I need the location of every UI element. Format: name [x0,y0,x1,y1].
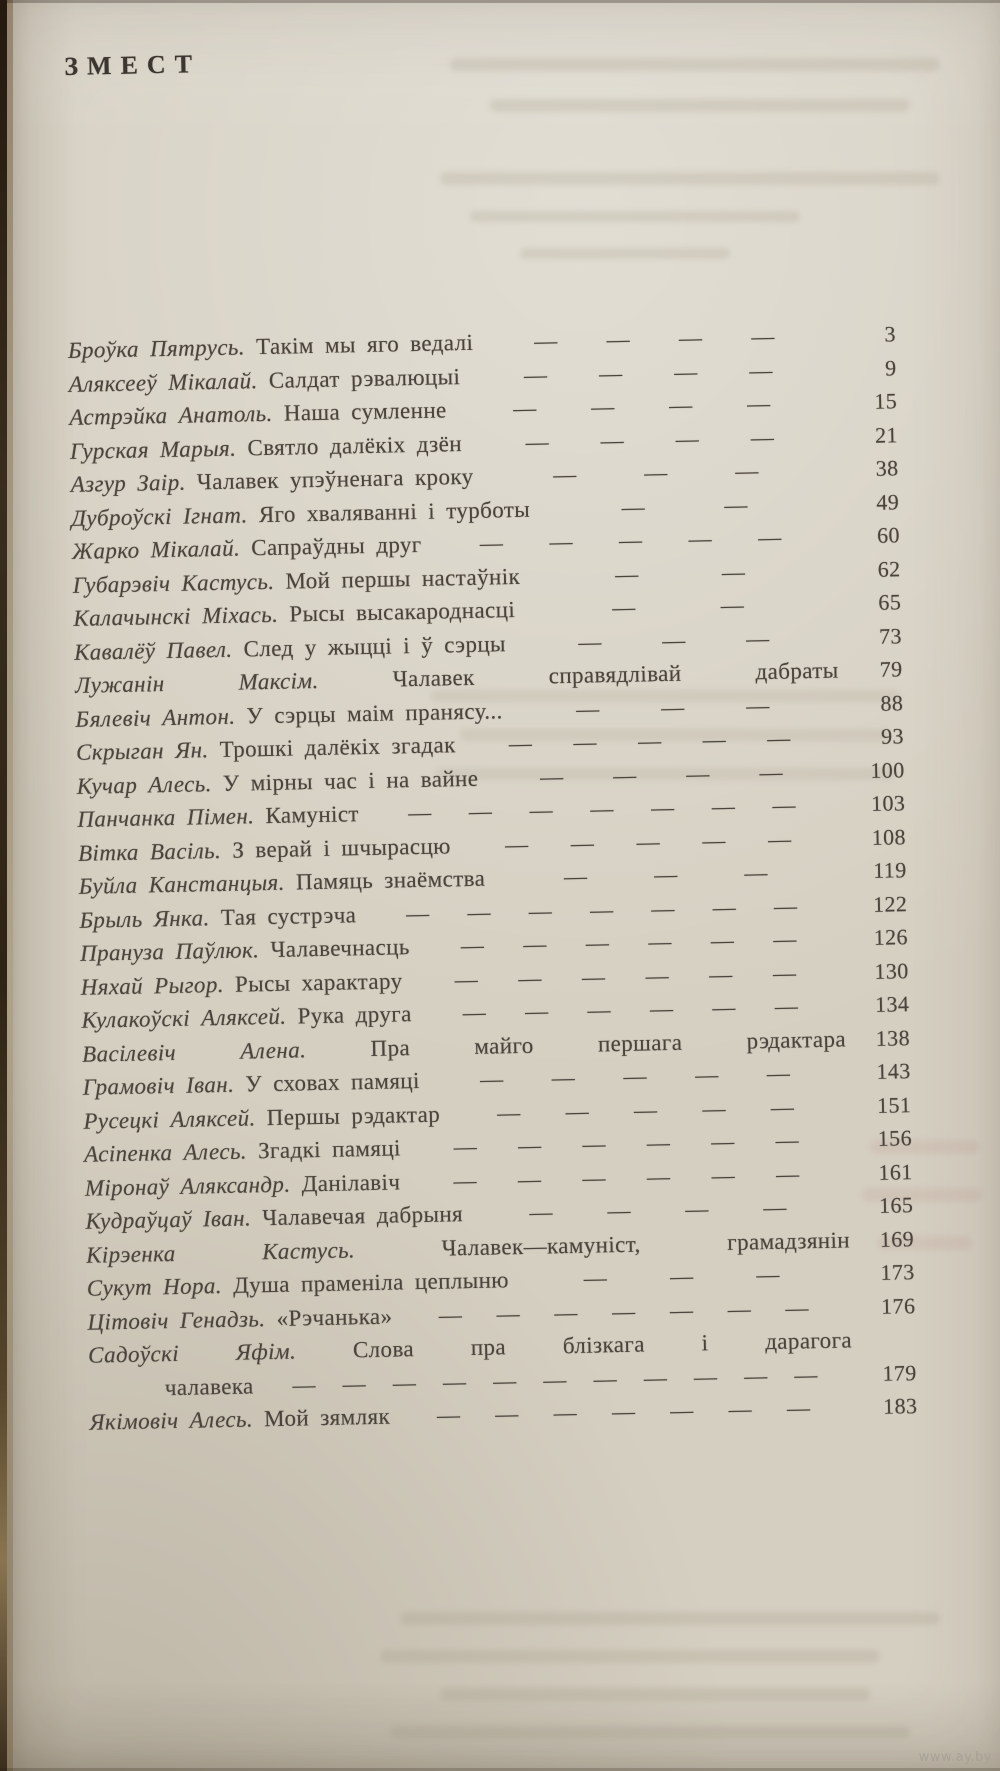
author-name: Брыль Янка. [79,904,222,933]
entry-title: Салдат рэвалюцыі [268,363,461,393]
author-name: Сукут Нора. [86,1272,234,1301]
dash-leader: — — — — — — — [438,1294,810,1328]
entry-title: Мой першы настаўнік [285,563,521,594]
author-name: Васілевіч Алена. [81,1035,371,1067]
entry-text [87,1303,392,1335]
author-name: Скрыган Ян. [75,736,220,765]
page-number: 143 [876,1058,911,1084]
entry-title: Камуніст [265,801,360,829]
page-number: 79 [879,656,903,682]
showthrough-text-bottom [380,1612,955,1739]
page-number: 9 [884,354,897,381]
watermark: www.ay.by [918,1750,992,1765]
entry-title: Чалавек упэўненага кроку [196,463,474,495]
dash-leader: — — — — — — — — — — — [292,1361,819,1398]
author-name: Панчанка Пімен. [77,803,266,832]
dash-leader: — — — — [529,1194,787,1225]
page-number: 3 [884,321,897,347]
dash-leader: — — — — — [508,725,791,757]
page-number: 134 [874,991,910,1017]
dash-leader: — — — — — — [453,1127,800,1160]
entry-title: «Рэчанька» [276,1303,393,1331]
page-number: 103 [870,790,906,816]
entry-title: Мой зямляк [263,1403,391,1432]
author-name: Вітка Васіль. [77,837,233,866]
entry-title: Памяць знаёмства [295,865,486,895]
page-number: 122 [872,890,908,917]
author-name: Прануза Паўлюк. [79,937,271,966]
dash-leader: — — — [563,860,769,890]
page-number: 21 [874,421,899,448]
page-number: 49 [876,488,900,515]
entry-title: Чалавечнасць [270,934,410,962]
dash-leader: — — — — [539,759,784,790]
entry-title: Святло далёкіх дзён [247,430,463,460]
dash-leader: — — — — — — — [405,892,798,926]
page-number: 183 [882,1393,918,1419]
entry-text [77,801,359,833]
page-number: 151 [876,1091,912,1118]
dash-leader: — — — [552,458,760,488]
dash-leader: — — [621,491,749,520]
dash-leader: — — — — [512,390,771,422]
entry-title: След у жыцці і ў сэрцы [243,630,507,661]
book-edge-highlight [7,0,13,1771]
page-number: 173 [880,1259,915,1285]
page-content [62,35,918,1443]
author-name: Азгур Заір. [70,469,198,497]
entry-title: Чалавек справядлівай дабраты [392,657,839,692]
author-name: Якімовіч Алесь. [89,1406,265,1435]
author-name: Калачынскі Міхась. [73,601,290,631]
author-name: Міронаў Аляксандр. [84,1170,302,1201]
entry-title: Рысы высакароднасці [289,597,516,627]
dash-leader: — — — [583,1261,780,1291]
dash-leader: — — — — — [479,1060,791,1092]
page-number: 130 [874,957,909,984]
dash-leader: — — — — — [504,826,792,857]
page-number: 65 [878,589,902,615]
page-number: 73 [878,622,903,649]
entry-title: Душа праменіла цеплыню [232,1267,510,1298]
page-number: 100 [870,756,905,783]
entry-text [165,1373,254,1401]
dash-leader: — — — [578,625,770,655]
page-number: 179 [882,1359,917,1386]
entry-title: Пра майго першага рэдактара [370,1025,847,1061]
author-name: Цітовіч Генадзь. [87,1305,277,1335]
author-name: Астрэйка Анатоль. [69,400,285,430]
author-name: Кулакоўскі Аляксей. [81,1003,298,1033]
dash-leader: — — — — — — [460,926,798,959]
dash-leader: — — — — — — [454,959,797,992]
author-name: Гурская Марыя. [69,434,248,464]
entry-title: Наша сумленне [283,397,447,426]
page-number: 138 [875,1024,911,1051]
dash-leader: — — — — — — — [436,1395,811,1428]
page-number: 62 [877,555,901,582]
dash-leader: — — — — — — [453,1160,800,1193]
entry-title: Трошкі далёкіх згадак [219,732,456,762]
author-name: Кірэенка Кастусь. [85,1235,442,1268]
author-name: Кучар Алесь. [76,770,224,799]
author-name: Кудраўцаў Іван. [85,1205,263,1234]
page-number: 119 [872,857,907,883]
entry-title: У сэрцы маім пранясу... [246,697,503,728]
page-number: 93 [880,723,905,749]
author-name: Бялевіч Антон. [75,702,247,732]
book-edge [0,0,7,1771]
author-name: Асіпенка Алесь. [83,1138,259,1167]
entry-title: Тая сустрэча [220,901,357,930]
entry-text [89,1404,390,1436]
author-name: Няхай Рыгор. [80,971,236,1000]
entry-title: Слова пра блізкага і дарагога [352,1327,853,1363]
page-number: 126 [873,924,909,950]
entry-title: Данілавіч [301,1168,401,1196]
author-name: Броўка Пятрусь. [67,334,257,363]
entry-text [81,1001,412,1034]
entry-title: Рысы характару [234,967,403,997]
entry-title: Сапраўдны друг [250,531,422,561]
dash-leader: — — [611,592,745,621]
author-name: Жарко Мікалай. [71,535,252,564]
author-name: Аляксееў Мікалай. [68,367,270,397]
dash-leader: — — — — — [496,1094,795,1125]
entry-text [80,934,410,967]
entry-text [81,968,403,1000]
page-number: 169 [879,1225,915,1252]
entry-text [79,902,356,934]
page-title: ЗМЕСТ [63,49,202,81]
entry-title: У сховах памяці [245,1068,421,1097]
table-of-contents [68,321,918,1443]
author-name: Губарэвіч Кастусь. [72,568,286,598]
entry-title: У мірны час і на вайне [222,765,479,796]
page-number: 60 [876,522,901,548]
page-number: 15 [874,388,898,414]
dash-leader: — — — — [525,424,775,455]
entry-text [68,330,474,364]
author-name: Лужанін Максім. [74,666,393,698]
entry-title: З верай і шчырасцю [232,832,451,863]
entry-text [84,1135,401,1167]
dash-leader: — — — — — [479,524,782,556]
page-number: 108 [871,823,907,850]
entry-text [72,532,422,565]
entry-title: Чалавечая дабрыня [261,1201,464,1231]
entry-title: Згадкі памяці [257,1135,402,1164]
entry-title: Першы рэдактар [266,1101,441,1130]
page-number: 38 [875,455,899,481]
entry-title: чалавека [164,1372,254,1400]
page-number: 156 [877,1125,913,1151]
entry-title: Яго хваляванні і турботы [258,496,531,527]
entry-text [85,1169,401,1201]
entry-title: Рука друга [297,1001,412,1029]
dash-leader: — — — — [523,357,774,388]
author-name: Кавалёў Павел. [73,635,244,665]
entry-text [83,1068,421,1101]
author-name: Грамовіч Іван. [82,1071,246,1100]
entry-title: Такім мы яго ведалі [255,329,474,360]
author-name: Дуброўскі Ігнат. [71,501,260,531]
page-number [852,1346,916,1347]
author-name: Садоўскі Яфім. [87,1337,354,1368]
page-number: 161 [878,1158,913,1185]
page-number: 88 [880,689,904,716]
dash-leader: — — — [575,692,770,722]
dash-leader: — — — — — — — [407,792,797,826]
photo-edge-top [0,0,1000,3]
author-name: Русецкі Аляксей. [83,1104,268,1134]
dash-leader: — — — — [533,323,776,354]
page-number: 176 [880,1292,916,1319]
entry-title: Чалавек—камуніст, грамадзянін [441,1226,851,1261]
dash-leader: — — [615,558,746,587]
author-name: Буйла Канстанцыя. [78,869,297,899]
dash-leader: — — — — — — [462,993,799,1026]
page-number: 165 [878,1192,914,1218]
